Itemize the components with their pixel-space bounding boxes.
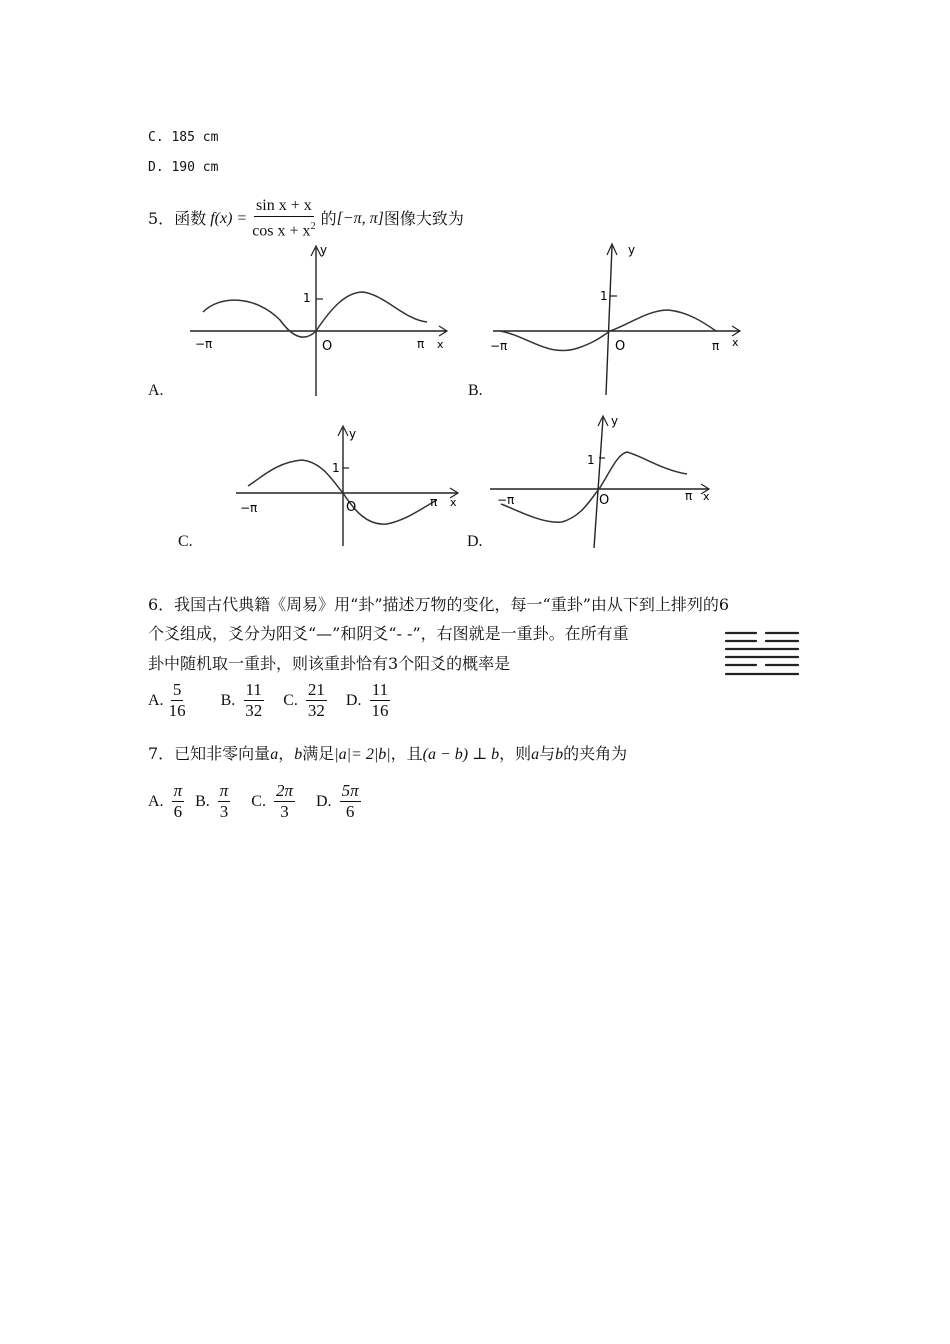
graph-a-neg-pi: −π [195,337,213,351]
graph-d-neg-pi: −π [497,493,515,507]
q6-option-a [167,680,188,721]
q7-option-b-num: π [219,781,229,800]
q5-function-lhs: f(x) = [210,209,248,227]
graph-a-label: A. [148,382,164,399]
graph-a-one: 1 [303,291,311,305]
q7-vec-b: b [294,746,303,763]
q7-option-c [274,781,295,822]
q6-option-b-den: 32 [245,701,263,720]
graph-b-y-label: y [628,243,636,257]
q7-vec-b-2: b [555,746,564,763]
q7-condition-1: |a|= 2|b| [334,746,391,763]
graph-a-pi: π [417,337,425,351]
q7-option-c-label: C. [251,792,266,810]
option-c-prev: C. 185 cm [148,130,219,145]
q5-denominator: cos x + x [252,222,311,240]
q7-option-d-label: D. [316,792,332,810]
q7-part-2: 满足 [302,744,335,763]
q5-number: 5． [148,208,175,228]
graph-b-one: 1 [600,289,608,303]
graph-c [232,422,464,550]
graph-d-pi: π [685,489,693,503]
graph-b-origin: O [615,339,626,354]
graph-d-x-label: x [703,490,710,503]
graph-b-label: B. [468,382,483,399]
graph-b-y-axis [606,246,612,395]
q7-comma: ， [278,744,295,763]
graph-d-y-axis [594,418,603,548]
q7-vec-a: a [270,746,279,763]
q5-numerator: sin x + x [254,196,314,217]
q7-vec-a-2: a [531,746,540,763]
q6-option-b-num: 11 [245,680,262,699]
q7-option-d [340,781,361,822]
hexagram-figure [722,628,804,680]
graph-d-y-label: y [611,414,619,428]
q5-fraction [250,196,317,241]
q7-part-4: ，则 [499,744,532,763]
q7-option-a-num: π [173,781,183,800]
q6-option-d [369,680,390,721]
option-d-prev: D. 190 cm [148,160,219,175]
q6-option-c-den: 32 [307,701,325,720]
q6-option-c-label: C. [283,691,298,709]
q6-line-1: 6．我国古代典籍《周易》用“卦”描述万物的变化，每一“重卦”由从下到上排列的6 [148,595,730,614]
graph-b-x-label: x [732,336,739,349]
q6-option-d-den: 16 [371,701,389,720]
q7-option-b-label: B. [195,792,210,810]
q5-denominator-wrap [250,217,317,241]
graph-c-x-label: x [450,496,457,509]
q5-den-sup: 2 [310,221,316,232]
q6-line-2: 个爻组成，爻分为阳爻“—”和阴爻“- -”，右图就是一重卦。在所有重 [148,624,629,643]
graph-a [185,240,455,400]
q7-part-5: 与 [539,744,556,763]
graph-a-x-label: x [437,338,444,351]
q7-option-d-den: 6 [345,802,355,821]
q7-part-3: ，且 [390,744,423,763]
graph-a-y-label: y [320,243,328,257]
graph-b-neg-pi: −π [490,339,508,353]
graph-a-origin: O [322,339,333,354]
graph-c-pi: π [430,495,438,509]
graph-d-label: D. [467,533,483,550]
q7-option-b [218,781,231,822]
graph-c-neg-pi: −π [240,501,258,515]
q6-option-a-den: 16 [168,701,186,720]
q7-option-b-den: 3 [219,802,229,821]
q6-option-b [243,680,264,721]
graph-c-y-label: y [349,427,357,441]
graph-c-one: 1 [332,461,340,475]
q7-condition-2: (a − b) ⊥ b [422,746,500,763]
graph-b [488,240,746,400]
q6-option-c-num: 21 [307,680,325,699]
q7-option-a-den: 6 [173,802,183,821]
graph-b-pi: π [712,339,720,353]
q5-suffix: 图像大致为 [383,208,464,228]
q6-option-a-label: A. [148,691,164,709]
q5-prefix: 函数 [174,208,207,228]
graph-c-label: C. [178,533,193,550]
question-5 [148,196,464,241]
q7-option-d-num: 5π [341,781,359,800]
q6-option-d-num: 11 [371,680,389,699]
q6-line-3: 卦中随机取一重卦，则该重卦恰有3个阳爻的概率是 [148,654,511,673]
q7-part-1: 7．已知非零向量 [148,744,271,763]
graph-c-origin: O [346,500,357,515]
q6-option-c [306,680,327,721]
q5-interval: [−π, π] [336,209,384,227]
q7-option-a [172,781,185,822]
question-7 [148,744,627,765]
q5-suffix-de: 的 [320,208,337,228]
q7-options [148,781,364,822]
q7-option-a-label: A. [148,792,164,810]
graph-d [487,412,715,552]
q6-option-a-num: 5 [172,680,182,699]
graph-d-origin: O [599,493,610,508]
graph-d-one: 1 [587,453,595,467]
q6-options [148,680,393,721]
q7-option-c-num: 2π [275,781,293,800]
q7-part-6: 的夹角为 [563,744,628,763]
q7-option-c-den: 3 [280,802,289,821]
q6-option-b-label: B. [220,691,236,709]
q6-option-d-label: D. [345,691,362,709]
